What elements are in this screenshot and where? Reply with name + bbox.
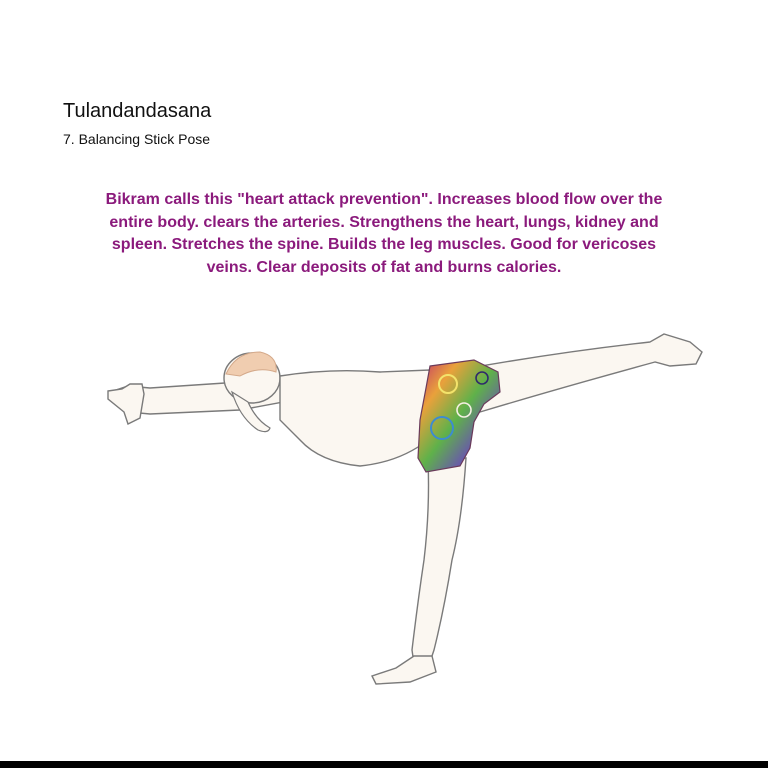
bottom-border [0,761,768,768]
pose-title: Tulandandasana [63,100,212,122]
pose-subtitle: 7. Balancing Stick Pose [63,131,211,147]
standing-foot [372,656,436,684]
standing-leg [412,458,466,664]
pose-description: Bikram calls this "heart attack prevention". Increases blood flow over the entire body. clears the arteries. Strengthens the heart, lungs, kidney and spleen. Stretches the spine. Builds the leg muscles. Good for vericoses veins. Clear deposits of fat and burns calories. [105,191,663,276]
torso [280,370,430,466]
hands [108,384,144,424]
raised-leg [470,334,702,412]
